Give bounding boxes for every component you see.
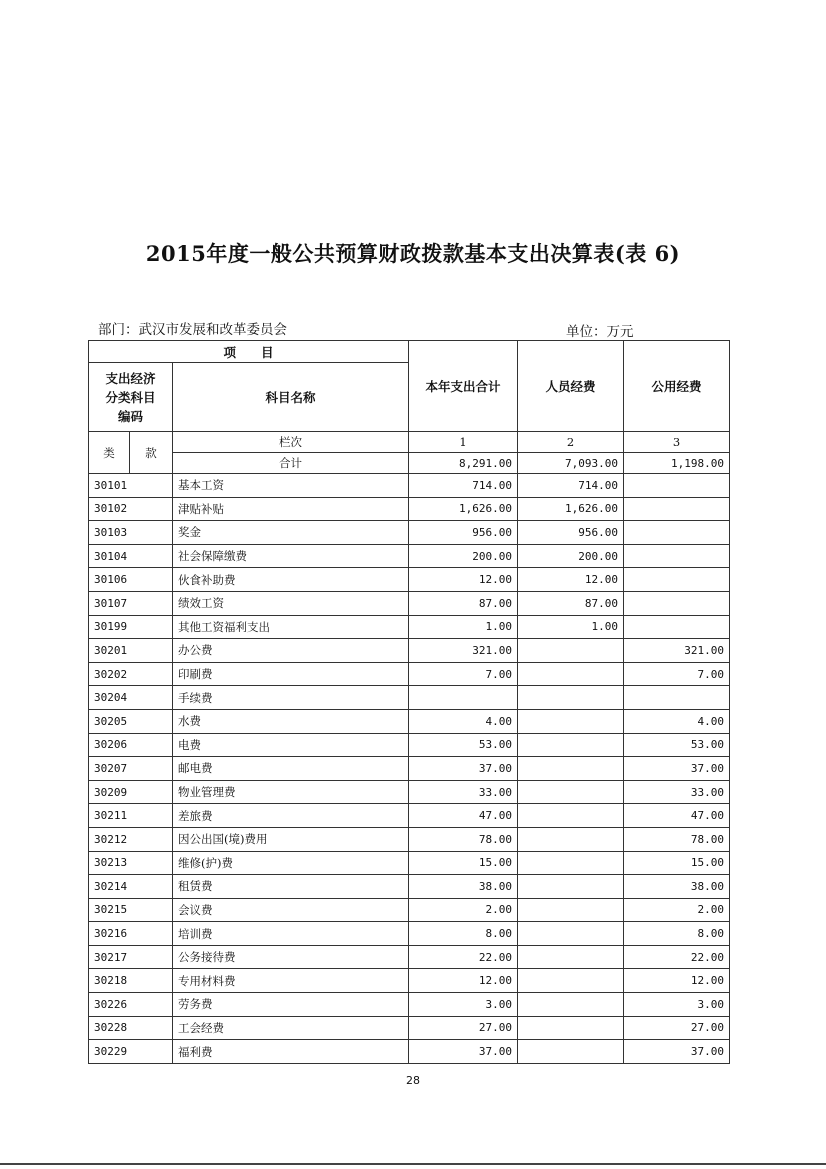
table-row — [89, 474, 730, 498]
row-code: 30213 — [89, 851, 173, 875]
table-row — [89, 497, 730, 521]
total-public: 1,198.00 — [624, 453, 730, 474]
table-row — [89, 804, 730, 828]
row-personnel — [518, 780, 624, 804]
row-subject-name: 伙食补助费 — [173, 568, 409, 592]
table-row — [89, 662, 730, 686]
row-personnel — [518, 1016, 624, 1040]
row-public: 22.00 — [624, 945, 730, 969]
row-code: 30216 — [89, 922, 173, 946]
row-personnel — [518, 686, 624, 710]
row-total: 3.00 — [409, 993, 518, 1017]
row-total: 4.00 — [409, 709, 518, 733]
table-row — [89, 922, 730, 946]
table-row — [89, 851, 730, 875]
row-public — [624, 497, 730, 521]
expenditure-table — [88, 340, 730, 1064]
row-public: 47.00 — [624, 804, 730, 828]
total-col-header: 本年支出合计 — [409, 341, 518, 432]
row-total: 37.00 — [409, 757, 518, 781]
row-personnel: 714.00 — [518, 474, 624, 498]
row-personnel — [518, 733, 624, 757]
row-public — [624, 591, 730, 615]
row-total: 78.00 — [409, 827, 518, 851]
row-total: 714.00 — [409, 474, 518, 498]
total-personnel: 7,093.00 — [518, 453, 624, 474]
row-total: 15.00 — [409, 851, 518, 875]
lei-header: 类 — [89, 432, 130, 474]
row-subject-name: 会议费 — [173, 898, 409, 922]
row-public: 38.00 — [624, 875, 730, 899]
row-public: 53.00 — [624, 733, 730, 757]
row-code: 30104 — [89, 544, 173, 568]
row-code: 30215 — [89, 898, 173, 922]
row-subject-name: 物业管理费 — [173, 780, 409, 804]
row-public — [624, 686, 730, 710]
row-code: 30218 — [89, 969, 173, 993]
row-total: 8.00 — [409, 922, 518, 946]
table-row — [89, 969, 730, 993]
personnel-col-header: 人员经费 — [518, 341, 624, 432]
row-public: 2.00 — [624, 898, 730, 922]
row-personnel — [518, 639, 624, 663]
column-index-2: 2 — [518, 432, 624, 453]
table-row — [89, 993, 730, 1017]
table-row — [89, 639, 730, 663]
column-index-3: 3 — [624, 432, 730, 453]
table-row — [89, 875, 730, 899]
table-row — [89, 945, 730, 969]
row-total — [409, 686, 518, 710]
row-subject-name: 福利费 — [173, 1040, 409, 1064]
total-label: 合计 — [173, 453, 409, 474]
table-row — [89, 686, 730, 710]
row-subject-name: 水费 — [173, 709, 409, 733]
row-total: 47.00 — [409, 804, 518, 828]
row-subject-name: 社会保障缴费 — [173, 544, 409, 568]
row-subject-name: 专用材料费 — [173, 969, 409, 993]
row-total: 53.00 — [409, 733, 518, 757]
row-personnel: 12.00 — [518, 568, 624, 592]
row-total: 87.00 — [409, 591, 518, 615]
row-subject-name: 差旅费 — [173, 804, 409, 828]
row-public — [624, 521, 730, 545]
row-code: 30211 — [89, 804, 173, 828]
row-subject-name: 工会经费 — [173, 1016, 409, 1040]
table-row — [89, 591, 730, 615]
row-code: 30217 — [89, 945, 173, 969]
row-personnel — [518, 827, 624, 851]
row-subject-name: 因公出国(境)费用 — [173, 827, 409, 851]
row-personnel — [518, 1040, 624, 1064]
row-subject-name: 公务接待费 — [173, 945, 409, 969]
row-subject-name: 邮电费 — [173, 757, 409, 781]
row-subject-name: 其他工资福利支出 — [173, 615, 409, 639]
row-total: 7.00 — [409, 662, 518, 686]
header-row-lanci — [89, 432, 730, 453]
row-personnel: 1,626.00 — [518, 497, 624, 521]
row-subject-name: 劳务费 — [173, 993, 409, 1017]
row-subject-name: 维修(护)费 — [173, 851, 409, 875]
row-personnel — [518, 757, 624, 781]
row-total: 33.00 — [409, 780, 518, 804]
table-row — [89, 780, 730, 804]
table-row — [89, 757, 730, 781]
row-total: 12.00 — [409, 969, 518, 993]
row-total: 956.00 — [409, 521, 518, 545]
row-public: 37.00 — [624, 1040, 730, 1064]
row-subject-name: 基本工资 — [173, 474, 409, 498]
row-total: 22.00 — [409, 945, 518, 969]
lanci-label: 栏次 — [173, 432, 409, 453]
unit-label: 单位：万元 — [566, 324, 634, 340]
row-code: 30204 — [89, 686, 173, 710]
kuan-header: 款 — [130, 432, 173, 474]
row-code: 30106 — [89, 568, 173, 592]
row-personnel — [518, 709, 624, 733]
row-subject-name: 手续费 — [173, 686, 409, 710]
table-row — [89, 521, 730, 545]
row-personnel: 87.00 — [518, 591, 624, 615]
row-public — [624, 544, 730, 568]
row-personnel — [518, 662, 624, 686]
row-personnel — [518, 898, 624, 922]
row-total: 12.00 — [409, 568, 518, 592]
row-code: 30212 — [89, 827, 173, 851]
row-code: 30214 — [89, 875, 173, 899]
table-row — [89, 898, 730, 922]
row-subject-name: 办公费 — [173, 639, 409, 663]
table-row — [89, 827, 730, 851]
row-public: 37.00 — [624, 757, 730, 781]
row-code: 30229 — [89, 1040, 173, 1064]
row-public — [624, 568, 730, 592]
row-code: 30209 — [89, 780, 173, 804]
row-public: 12.00 — [624, 969, 730, 993]
row-code: 30207 — [89, 757, 173, 781]
row-personnel — [518, 969, 624, 993]
table-row — [89, 733, 730, 757]
row-public: 3.00 — [624, 993, 730, 1017]
row-personnel — [518, 922, 624, 946]
row-code: 30205 — [89, 709, 173, 733]
row-public: 4.00 — [624, 709, 730, 733]
row-public: 7.00 — [624, 662, 730, 686]
row-total: 27.00 — [409, 1016, 518, 1040]
page-number: 28 — [406, 1074, 420, 1087]
row-personnel — [518, 875, 624, 899]
row-public: 8.00 — [624, 922, 730, 946]
row-personnel — [518, 993, 624, 1017]
row-code: 30201 — [89, 639, 173, 663]
row-personnel — [518, 851, 624, 875]
row-subject-name: 奖金 — [173, 521, 409, 545]
row-subject-name: 绩效工资 — [173, 591, 409, 615]
row-personnel: 1.00 — [518, 615, 624, 639]
row-code: 30107 — [89, 591, 173, 615]
total-row — [89, 453, 730, 474]
subject-name-header: 科目名称 — [173, 363, 409, 432]
row-total: 1.00 — [409, 615, 518, 639]
row-personnel — [518, 945, 624, 969]
code-group-header: 支出经济分类科目编码 — [89, 363, 173, 432]
table-row — [89, 615, 730, 639]
page-title: 2015年度一般公共预算财政拨款基本支出决算表(表 6) — [145, 241, 681, 266]
row-personnel — [518, 804, 624, 828]
row-public: 15.00 — [624, 851, 730, 875]
row-public — [624, 615, 730, 639]
header-row-project — [89, 341, 730, 363]
project-header: 项 目 — [89, 341, 409, 363]
row-subject-name: 津贴补贴 — [173, 497, 409, 521]
row-code: 30228 — [89, 1016, 173, 1040]
row-public: 78.00 — [624, 827, 730, 851]
row-personnel: 200.00 — [518, 544, 624, 568]
column-index-1: 1 — [409, 432, 518, 453]
row-total: 1,626.00 — [409, 497, 518, 521]
table-row — [89, 709, 730, 733]
row-public — [624, 474, 730, 498]
row-total: 200.00 — [409, 544, 518, 568]
table-row — [89, 568, 730, 592]
row-code: 30206 — [89, 733, 173, 757]
row-code: 30103 — [89, 521, 173, 545]
row-public: 321.00 — [624, 639, 730, 663]
row-total: 37.00 — [409, 1040, 518, 1064]
row-public: 33.00 — [624, 780, 730, 804]
public-col-header: 公用经费 — [624, 341, 730, 432]
row-public: 27.00 — [624, 1016, 730, 1040]
table-row — [89, 1040, 730, 1064]
row-code: 30102 — [89, 497, 173, 521]
row-code: 30199 — [89, 615, 173, 639]
row-code: 30101 — [89, 474, 173, 498]
row-personnel: 956.00 — [518, 521, 624, 545]
row-total: 321.00 — [409, 639, 518, 663]
table-row — [89, 1016, 730, 1040]
scan-edge-line — [0, 1163, 826, 1165]
row-code: 30202 — [89, 662, 173, 686]
row-subject-name: 电费 — [173, 733, 409, 757]
row-code: 30226 — [89, 993, 173, 1017]
row-subject-name: 印刷费 — [173, 662, 409, 686]
row-subject-name: 租赁费 — [173, 875, 409, 899]
department-label: 部门：武汉市发展和改革委员会 — [98, 322, 287, 338]
row-subject-name: 培训费 — [173, 922, 409, 946]
table-row — [89, 544, 730, 568]
row-total: 2.00 — [409, 898, 518, 922]
total-sum: 8,291.00 — [409, 453, 518, 474]
row-total: 38.00 — [409, 875, 518, 899]
